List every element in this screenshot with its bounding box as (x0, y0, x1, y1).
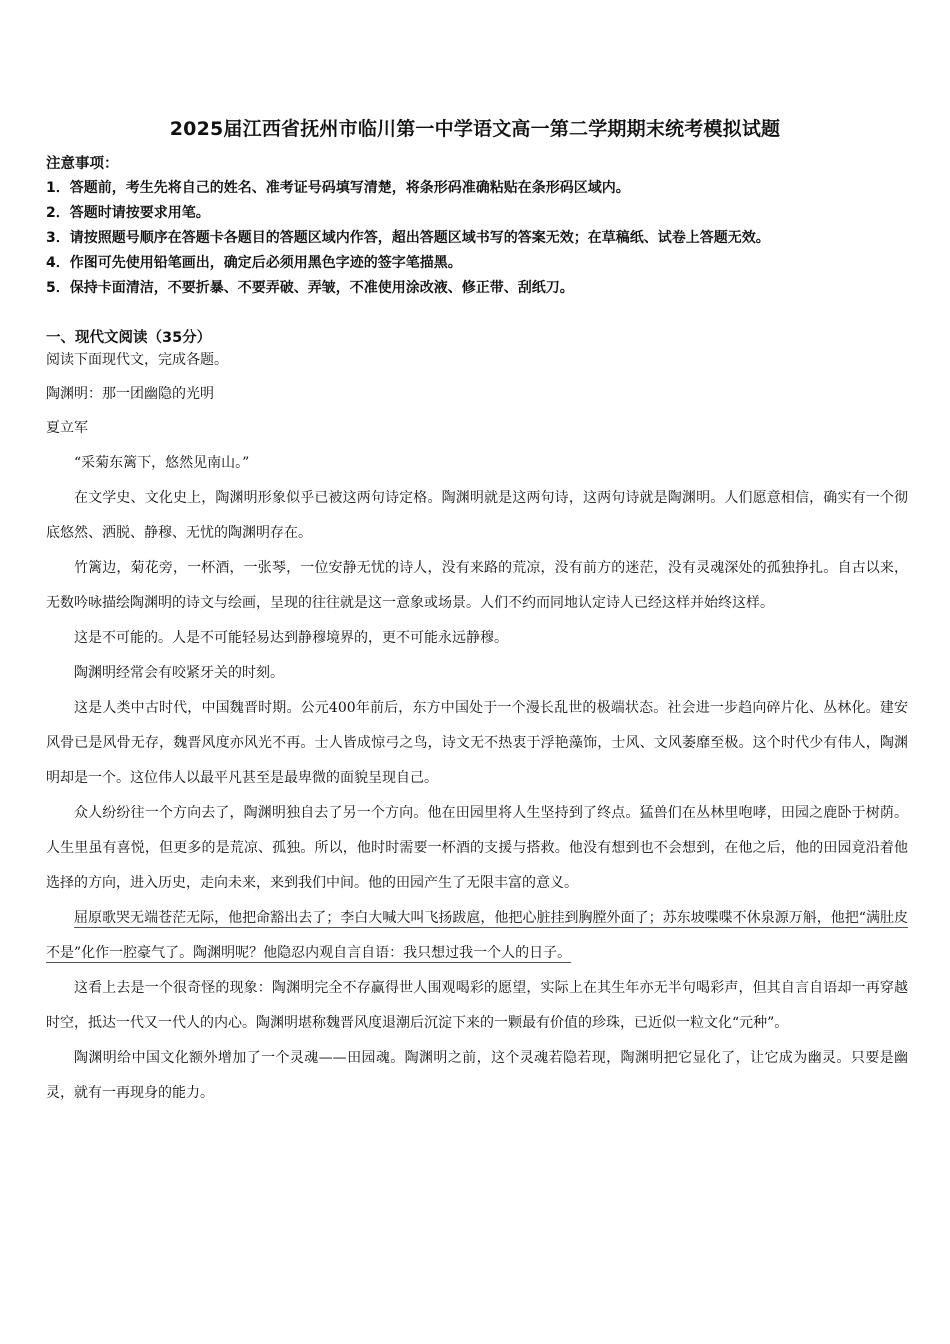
paragraph: 在文学史、文化史上，陶渊明形象似乎已被这两句诗定格。陶渊明就是这两句诗，这两句诗就是陶渊明。人们愿意相信，确实有一个彻底悠然、洒脱、静穆、无忧的陶渊明存在。 (46, 490, 908, 541)
notice-list (46, 176, 926, 301)
notice-item: 1．答题前，考生先将自己的姓名、准考证号码填写清楚，将条形码准确粘贴在条形码区域内。 (46, 180, 630, 196)
paragraph-underlined (46, 901, 908, 971)
notice-heading: 注意事项： (46, 156, 119, 172)
article-title: 陶渊明：那一团幽隐的光明 (46, 386, 214, 402)
paragraph: 这看上去是一个很奇怪的现象：陶渊明完全不存赢得世人围观喝彩的愿望，实际上在其生年亦无半句喝彩声，但其自言自语却一再穿越时空，抵达一代又一代人的内心。陶渊明堪称魏晋风度退潮后沉淀下来的一颗最有价值的珍珠，已近似一粒文化“元种”。 (46, 980, 908, 1031)
notice-item: 4．作图可先使用铅笔画出，确定后必须用黑色字迹的签字笔描黑。 (46, 255, 462, 271)
paragraph: 众人纷纷往一个方向去了，陶渊明独自去了另一个方向。他在田园里将人生坚持到了终点。猛兽们在丛林里咆哮，田园之鹿卧于树荫。人生里虽有喜悦，但更多的是荒凉、孤独。所以，他时时需要一杯酒的支援与搭救。他没有想到也不会想到，在他之后，他的田园竟沿着他选择的方向，进入历史，走向未来，来到我们中间。他的田园产生了无限丰富的意义。 (46, 805, 908, 891)
article-author: 夏立军 (46, 420, 88, 436)
notice-item: 5．保持卡面清洁，不要折暴、不要弄破、弄皱，不准使用涂改液、修正带、刮纸刀。 (46, 280, 574, 296)
document-title: 2025届江西省抚州市临川第一中学语文高一第二学期期末统考模拟试题 (169, 118, 781, 140)
underlined-text: 屈原歌哭无端苍茫无际，他把命豁出去了；李白大喊大叫飞扬跋扈，他把心脏挂到胸膛外面了；苏东坡喋喋不休泉源万斛，他把“满肚皮不是”化作一腔豪气了。陶渊明呢？他隐忍内观自言自语：我只想过我一个人的日子。 (46, 910, 908, 961)
reading-passage (46, 348, 908, 1111)
instruction-text: 阅读下面现代文，完成各题。 (46, 352, 228, 368)
paragraph: 这是人类中古时代，中国魏晋时期。公元400年前后，东方中国处于一个漫长乱世的极端状态。社会进一步趋向碎片化、丛林化。建安风骨已是风骨无存，魏晋风度亦风光不再。士人皆成惊弓之鸟，诗文无不热衷于浮艳藻饰，士风、文风萎靡至极。这个时代少有伟人，陶渊明却是一个。这位伟人以最平凡甚至是最卑微的面貌呈现自己。 (46, 700, 908, 786)
section-heading: 一、现代文阅读（35分） (46, 330, 212, 346)
notice-item: 2．答题时请按要求用笔。 (46, 205, 210, 221)
paragraph: 这是不可能的。人是不可能轻易达到静穆境界的，更不可能永远静穆。 (74, 630, 508, 646)
paragraph: 陶渊明给中国文化额外增加了一个灵魂——田园魂。陶渊明之前，这个灵魂若隐若现，陶渊明把它显化了，让它成为幽灵。只要是幽灵，就有一再现身的能力。 (46, 1050, 908, 1101)
paragraph: 陶渊明经常会有咬紧牙关的时刻。 (74, 665, 284, 681)
paragraph: “采菊东篱下，悠然见南山。” (74, 455, 250, 471)
paragraph: 竹篱边，菊花旁，一杯酒，一张琴，一位安静无忧的诗人，没有来路的荒凉，没有前方的迷茫，没有灵魂深处的孤独挣扎。自古以来，无数吟咏描绘陶渊明的诗文与绘画，呈现的往往就是这一意象或场景。人们不约而同地认定诗人已经这样并始终这样。 (46, 560, 908, 611)
notice-item: 3．请按照题号顺序在答题卡各题目的答题区域内作答，超出答题区域书写的答案无效；在草稿纸、试卷上答题无效。 (46, 230, 770, 246)
